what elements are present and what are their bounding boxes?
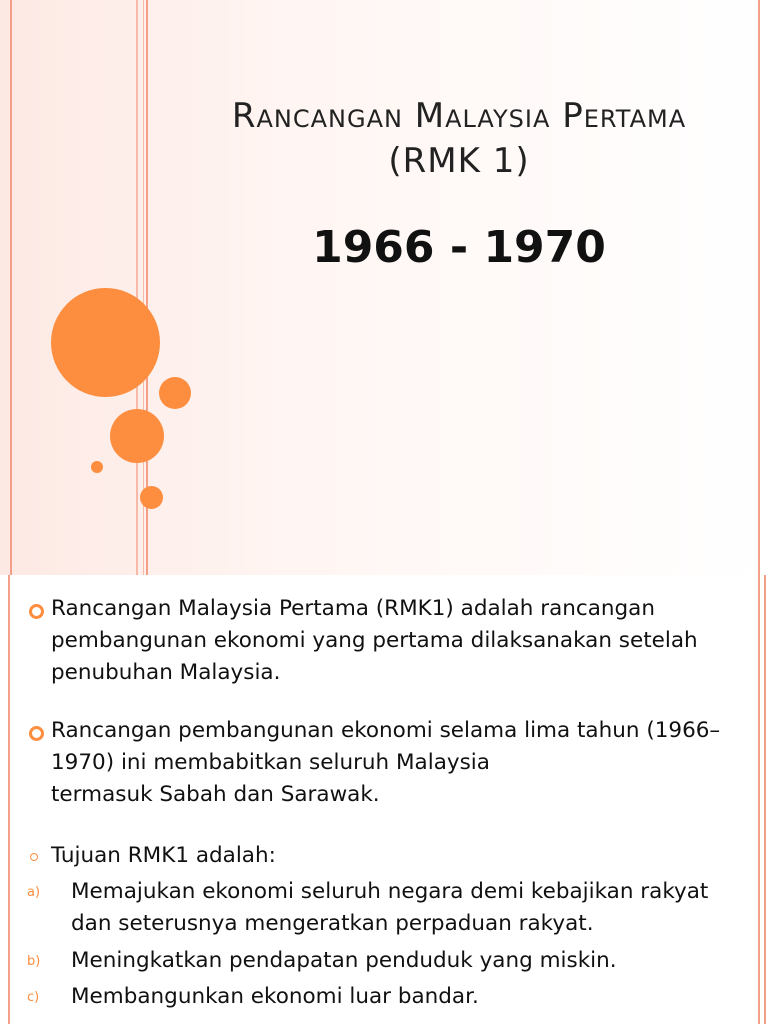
text-line: Membangunkan ekonomi luar bandar. bbox=[71, 984, 479, 1009]
decorative-rule bbox=[764, 575, 766, 1024]
list-letter: c) bbox=[27, 990, 40, 1005]
text-line: Rancangan pembangunan ekonomi selama lima tahun (1966– bbox=[51, 718, 721, 743]
slide-years: 1966 - 1970 bbox=[312, 222, 606, 273]
text-line: penubuhan Malaysia. bbox=[51, 660, 281, 685]
text-line: Tujuan RMK1 adalah: bbox=[51, 843, 276, 868]
bullet-ring-small-icon bbox=[30, 853, 38, 861]
text-line: Memajukan ekonomi seluruh negara demi kebajikan rakyat bbox=[71, 879, 709, 904]
list-letter: b) bbox=[27, 954, 41, 969]
text-line: Meningkatkan pendapatan penduduk yang miskin. bbox=[71, 948, 617, 973]
bullet-paragraph-1 bbox=[51, 593, 741, 689]
bullet-ring-icon bbox=[29, 726, 44, 741]
decorative-rule bbox=[758, 575, 760, 1024]
decorative-rule bbox=[758, 0, 760, 575]
text-line: termasuk Sabah dan Sarawak. bbox=[51, 782, 380, 807]
list-letter: a) bbox=[27, 885, 41, 900]
slide-title: Rancangan Malaysia Pertama bbox=[231, 96, 687, 136]
text-line: 1970) ini membabitkan seluruh Malaysia bbox=[51, 750, 490, 775]
decorative-rule bbox=[136, 0, 138, 575]
decorative-rule bbox=[10, 0, 12, 575]
text-line: Rancangan Malaysia Pertama (RMK1) adalah rancangan bbox=[51, 596, 655, 621]
decorative-circle bbox=[159, 377, 191, 409]
bullet-ring-icon bbox=[29, 604, 44, 619]
list-item bbox=[71, 945, 751, 977]
bullet-paragraph-2 bbox=[51, 715, 741, 811]
bullet-paragraph-3 bbox=[51, 840, 741, 872]
decorative-circle-small bbox=[140, 486, 163, 509]
text-line: dan seterusnya mengeratkan perpaduan rakyat. bbox=[71, 911, 594, 936]
list-item bbox=[71, 876, 751, 940]
decorative-rule bbox=[8, 575, 10, 1024]
decorative-circle bbox=[110, 409, 164, 463]
decorative-circle-large bbox=[51, 288, 160, 397]
decorative-circle-tiny bbox=[91, 461, 103, 473]
content-slide bbox=[0, 575, 768, 1024]
text-line: pembangunan ekonomi yang pertama dilaksanakan setelah bbox=[51, 628, 698, 653]
list-item bbox=[71, 981, 751, 1013]
slide-subtitle: (RMK 1) bbox=[388, 141, 530, 181]
